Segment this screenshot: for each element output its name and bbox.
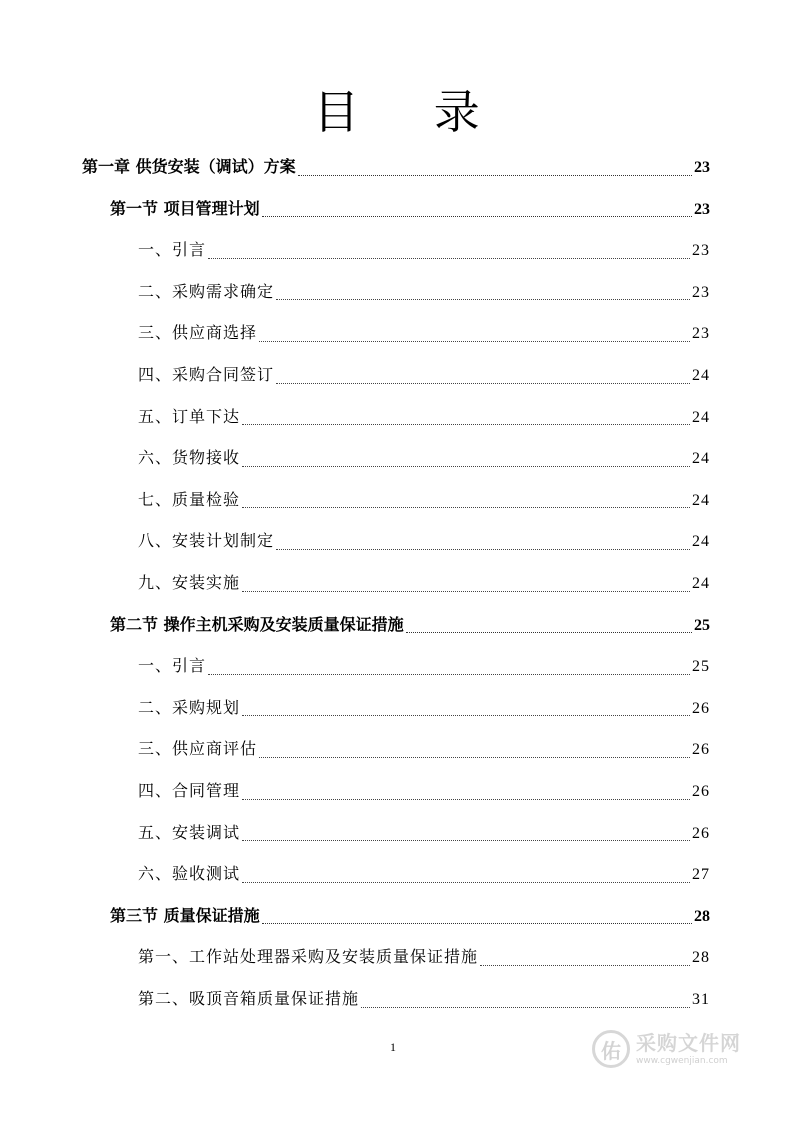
toc-entry-title: 九、安装实施 (138, 573, 241, 592)
toc-entry-page: 24 (692, 533, 710, 551)
toc-entry-title: 第一、工作站处理器采购及安装质量保证措施 (138, 947, 479, 967)
toc-entry-title: 四、合同管理 (138, 781, 241, 800)
toc-leader-dots (242, 424, 690, 425)
toc-entry-title: 二、采购需求确定 (138, 281, 275, 301)
page-title: 目 录 (313, 85, 510, 139)
toc-entry[interactable] (138, 693, 710, 723)
toc-entry[interactable] (138, 277, 710, 307)
watermark (592, 1026, 752, 1072)
toc-leader-dots (276, 299, 690, 300)
toc-entry[interactable] (138, 734, 710, 764)
toc-entry[interactable] (138, 859, 710, 889)
toc-leader-dots (480, 965, 690, 966)
watermark-text (636, 1031, 741, 1067)
toc-entry[interactable] (138, 443, 710, 473)
toc-entry-page: 24 (692, 491, 710, 509)
toc-leader-dots (208, 674, 690, 675)
toc-entry-page: 28 (692, 949, 710, 967)
watermark-main-text: 采购文件网 (636, 1031, 741, 1055)
toc-entry-page: 23 (694, 200, 710, 218)
toc-entry-page: 31 (692, 991, 710, 1008)
toc-leader-dots (242, 715, 690, 716)
toc-leader-dots (242, 799, 690, 800)
toc-entry[interactable] (138, 942, 710, 972)
toc-entry-title: 第二节 操作主机采购及安装质量保证措施 (110, 614, 404, 634)
toc-entry-title: 七、质量检验 (138, 489, 241, 509)
toc-entry[interactable] (138, 818, 710, 848)
toc-entry-page: 24 (692, 450, 710, 468)
toc-entry[interactable] (110, 194, 710, 224)
toc-leader-dots (361, 1007, 690, 1008)
toc-entry-title: 三、供应商选择 (138, 323, 258, 343)
toc-entry-title: 六、货物接收 (138, 448, 241, 468)
watermark-logo-icon: 佑 (592, 1030, 630, 1068)
toc-entry-page: 25 (694, 616, 710, 634)
toc-entry-title: 四、采购合同签订 (138, 365, 275, 384)
toc-leader-dots (276, 383, 690, 384)
toc-entry-page: 23 (692, 283, 710, 301)
toc-entry-title: 第二、吸顶音箱质量保证措施 (138, 989, 360, 1008)
toc-entry-page: 26 (692, 741, 710, 759)
watermark-url: www.cgwenjian.com (636, 1056, 728, 1066)
toc-entry-title: 一、引言 (138, 656, 207, 676)
toc-leader-dots (276, 549, 690, 550)
toc-entry-page: 23 (692, 242, 710, 260)
toc-entry[interactable] (138, 485, 710, 515)
toc-entry-title: 五、安装调试 (138, 822, 241, 842)
toc-entry-page: 26 (692, 824, 710, 842)
toc-entry[interactable] (138, 235, 710, 265)
toc-entry[interactable] (138, 402, 710, 432)
toc-entry-title: 五、订单下达 (138, 406, 241, 426)
toc-entry[interactable] (82, 152, 710, 182)
toc-leader-dots (259, 757, 690, 758)
toc-entry-title: 二、采购规划 (138, 697, 241, 717)
toc-leader-dots (242, 882, 690, 883)
toc-entry-page: 24 (692, 408, 710, 426)
toc-entry-page: 23 (694, 159, 710, 176)
toc-leader-dots (242, 840, 690, 841)
toc-entry[interactable] (110, 901, 710, 931)
toc-entry[interactable] (138, 318, 710, 348)
toc-entry[interactable] (138, 568, 710, 598)
toc-entry-page: 25 (692, 658, 710, 676)
toc-entry-page: 26 (692, 699, 710, 717)
toc-entry[interactable] (138, 526, 710, 556)
toc-entry[interactable] (138, 651, 710, 681)
toc-entry-title: 八、安装计划制定 (138, 531, 275, 551)
toc-entry-page: 28 (694, 907, 710, 925)
toc-leader-dots (406, 632, 692, 633)
toc-leader-dots (242, 507, 690, 508)
toc-entry-page: 24 (692, 367, 710, 384)
toc-entry-title: 一、引言 (138, 240, 207, 260)
toc-entry-title: 三、供应商评估 (138, 739, 258, 759)
toc-leader-dots (242, 466, 690, 467)
toc-entry-page: 27 (692, 866, 710, 884)
toc-leader-dots (262, 216, 692, 217)
toc-entry-page: 23 (692, 325, 710, 343)
toc-entry-page: 26 (692, 783, 710, 800)
toc-leader-dots (259, 341, 690, 342)
toc-entry-title: 六、验收测试 (138, 864, 241, 884)
toc-entry-title: 第一章 供货安装（调试）方案 (82, 157, 296, 176)
toc-leader-dots (208, 258, 690, 259)
page-number: 1 (390, 1040, 396, 1054)
toc-entry[interactable] (110, 610, 710, 640)
toc-entry[interactable] (138, 360, 710, 390)
toc-entry-page: 24 (692, 575, 710, 592)
toc-leader-dots (298, 175, 692, 176)
toc-leader-dots (262, 923, 692, 924)
toc-entry-title: 第三节 质量保证措施 (110, 905, 260, 925)
toc-leader-dots (242, 591, 690, 592)
toc-entry[interactable] (138, 776, 710, 806)
toc-entry[interactable] (138, 984, 710, 1014)
toc-entry-title: 第一节 项目管理计划 (110, 198, 260, 218)
